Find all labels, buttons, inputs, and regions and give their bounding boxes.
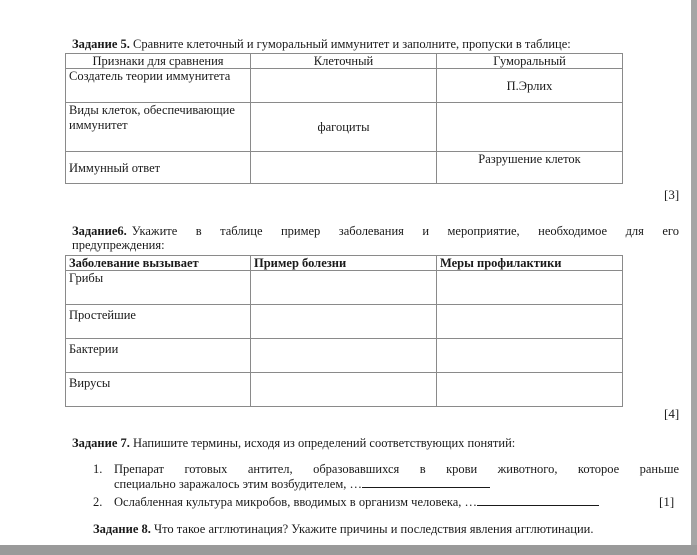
task7-score: [1] xyxy=(659,494,675,509)
task7-item2-line xyxy=(114,495,599,509)
task7-item1-line2 xyxy=(114,477,490,491)
task5-row1-cellular[interactable] xyxy=(251,69,437,103)
task5-row1-humoral: П.Эрлих xyxy=(437,69,623,103)
task7-heading xyxy=(72,436,515,450)
task5-header-criteria: Признаки для сравнения xyxy=(66,54,251,69)
task6-header-cause: Заболевание вызывает xyxy=(66,256,251,271)
task6-row1-example[interactable] xyxy=(251,271,437,305)
task5-title: Задание 5. xyxy=(72,37,130,51)
page-edge-bottom xyxy=(0,545,697,555)
task6-row4-label: Вирусы xyxy=(66,373,251,407)
table-row xyxy=(66,305,623,339)
task6-table xyxy=(65,255,623,407)
task6-row3-example[interactable] xyxy=(251,339,437,373)
task5-row2-cellular: фагоциты xyxy=(251,103,437,152)
task5-score: [3] xyxy=(664,187,680,202)
task7-item1-line1 xyxy=(114,462,679,476)
task8-title: Задание 8. xyxy=(93,522,151,536)
task5-row2-humoral[interactable] xyxy=(437,103,623,152)
task5-table xyxy=(65,53,623,184)
task5-row3-cellular[interactable] xyxy=(251,152,437,184)
task7-title: Задание 7. xyxy=(72,436,130,450)
task6-row3-label: Бактерии xyxy=(66,339,251,373)
task6-row2-example[interactable] xyxy=(251,305,437,339)
task7-item2-text: Ослабленная культура микробов, вводимых в организм человека, … xyxy=(114,495,478,509)
task7-item2-number: 2. xyxy=(93,495,103,509)
table-row xyxy=(66,271,623,305)
task8-question: Что такое агглютинация? Укажите причины и последствия явления агглютинации. xyxy=(154,522,594,536)
task6-instructions-line1: Укажите в таблице пример заболевания и мероприятие, необходимое для его xyxy=(131,224,679,238)
task6-row2-label: Простейшие xyxy=(66,305,251,339)
task5-instructions: Сравните клеточный и гуморальный иммунитет и заполните, пропуски в таблице: xyxy=(133,37,571,51)
task6-row4-prevention[interactable] xyxy=(437,373,623,407)
task7-instructions: Напишите термины, исходя из определений соответствующих понятий: xyxy=(133,436,516,450)
task7-item2-answer-blank[interactable] xyxy=(477,505,599,506)
task6-header-prevention: Меры профилактики xyxy=(437,256,623,271)
task5-heading xyxy=(72,37,571,51)
task7-item1-text2: специально заражалось этим возбудителем, … xyxy=(114,477,362,491)
task6-row4-example[interactable] xyxy=(251,373,437,407)
table-row xyxy=(66,69,623,103)
task5-row1-label: Создатель теории иммунитета xyxy=(66,69,251,103)
task7-item1-answer-blank[interactable] xyxy=(362,487,490,488)
task6-instructions-line2: предупреждения: xyxy=(72,238,165,252)
table-row xyxy=(66,373,623,407)
task6-header-example: Пример болезни xyxy=(251,256,437,271)
page-edge-right xyxy=(691,0,697,555)
task6-row3-prevention[interactable] xyxy=(437,339,623,373)
task7-item1-text: Препарат готовых антител, образовавшихся в крови животного, которое раньше xyxy=(114,462,679,476)
task6-heading xyxy=(72,224,679,238)
task6-row2-prevention[interactable] xyxy=(437,305,623,339)
task6-title: Задание6. xyxy=(72,224,127,238)
table-row xyxy=(66,339,623,373)
table-row xyxy=(66,103,623,152)
task5-header-humoral: Гуморальный xyxy=(437,54,623,69)
task5-row3-humoral: Разрушение клеток xyxy=(437,152,623,184)
task6-row1-prevention[interactable] xyxy=(437,271,623,305)
task5-row2-label: Виды клеток, обеспечивающие иммунитет xyxy=(66,103,251,152)
task5-row3-label: Иммунный ответ xyxy=(66,152,251,184)
task7-item1-number: 1. xyxy=(93,462,103,476)
task6-row1-label: Грибы xyxy=(66,271,251,305)
task6-score: [4] xyxy=(664,406,680,421)
task5-header-cellular: Клеточный xyxy=(251,54,437,69)
table-row xyxy=(66,152,623,184)
task8-heading xyxy=(93,522,593,536)
